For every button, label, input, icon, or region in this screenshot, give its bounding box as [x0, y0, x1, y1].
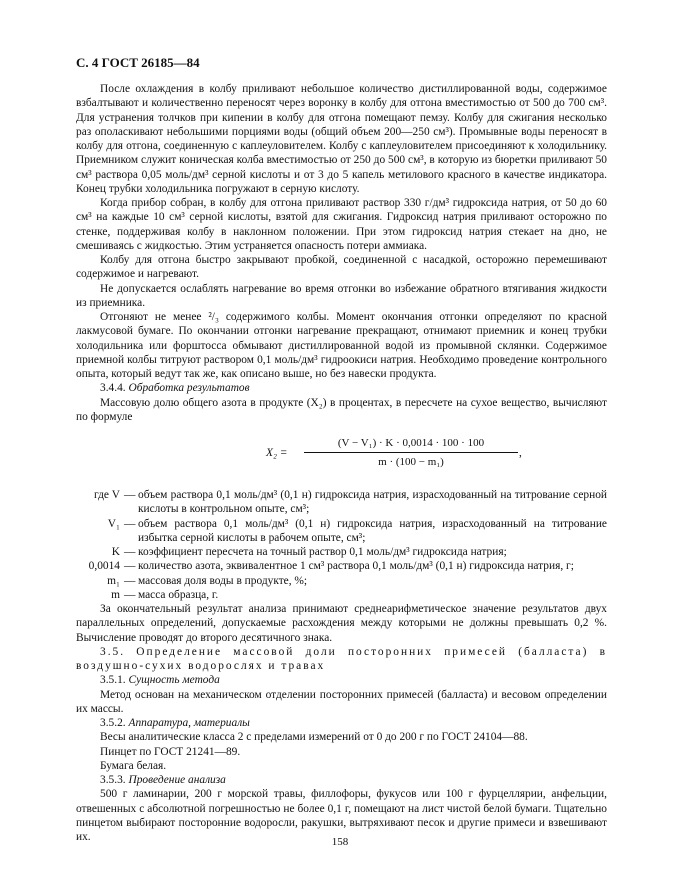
- paragraph: Весы аналитические класса 2 с пределами измерений от 0 до 200 г по ГОСТ 24104—88.: [100, 731, 528, 744]
- definition-dash: —: [124, 560, 136, 573]
- section-heading-3-5: 3.5. Определение массовой доли посторонних примесей (балласта) в воздушно-сухих водорослях и травах: [76, 645, 607, 672]
- formula-comma: ,: [519, 447, 522, 459]
- variable-definitions: [76, 488, 607, 602]
- definition-symbol: 0,0014: [88, 560, 120, 573]
- paragraph: Колбу для отгона быстро закрывают пробкой, соединенной с насадкой, осторожно перемешивают содержимое и нагревают.: [76, 254, 607, 281]
- definition-row: [76, 574, 607, 588]
- paragraph: Пинцет по ГОСТ 21241—89.: [100, 745, 241, 758]
- definition-symbol: K: [111, 546, 120, 558]
- section-title: Обработка результатов: [128, 382, 250, 395]
- section-title: Проведение анализа: [128, 774, 226, 786]
- section-heading-3-5-1: [76, 673, 607, 687]
- paragraph: Бумага белая.: [100, 759, 167, 772]
- definition-row: [76, 488, 607, 517]
- definition-symbol: где V: [93, 489, 120, 501]
- definition-row: [76, 517, 607, 546]
- definition-text: коэффициент пересчета на точный раствор 0,1 моль/дм³ гидроксида натрия;: [138, 546, 507, 558]
- formula: [76, 426, 607, 486]
- paragraph: Метод основан на механическом отделении посторонних примесей (балласта) и весовом определении их массы.: [76, 688, 607, 715]
- formula-numerator: (V − V₁) · K · 0,0014 · 100 · 100: [337, 437, 485, 449]
- paragraph: После охлаждения в колбу приливают небольшое количество дистиллированной воды, содержимое взбалтывают и количественно переносят через воронку в колбу для отгона вместимостью от 500 до 700 см³. Для устранения толчков при кипении в колбу для отгона помещают пемзу. Колбу для сжигания несколько раз ополаскивают небольшими порциями воды (общий объем 200—250 см³). Промывные воды переносят в колбу для отгона, соединенную с каплеуловителем. Колбу с каплеуловителем присоединяют к холодильнику. Приемником служит коническая колба вместимостью от 250 до 500 см³, в которую из бюретки приливают 50 см³ раствора 0,05 моль/дм³ серной кислоты и от 3 до 5 капель метилового красного в качестве индикатора. Конец трубки холодильника погружают в серную кислоту.: [76, 83, 607, 195]
- paragraph: Когда прибор собран, в колбу для отгона приливают раствор 330 г/дм³ гидроксида натрия, от 50 до 60 см³ на каждые 10 см³ серной кислоты, взятой для сжигания. Гидроксид натрия приливают осторожно по стенке, поддерживая колбу в наклонном положении. При этом гидроксид натрия стекает на дно, не смешиваясь с жидкостью. Этим устраняется опасность потери аммиака.: [76, 197, 607, 252]
- definition-text: объем раствора 0,1 моль/дм³ (0,1 н) гидроксида натрия, израсходованный на титрование избытка серной кислоты в рабочем опыте, см³;: [138, 517, 607, 544]
- paragraph: За окончательный результат анализа принимают среднеарифметическое значение результатов двух параллельных определений, допускаемые расхождения между которыми не должны превышать 0,2 %. Вычисление проводят до второго десятичного знака.: [76, 603, 607, 644]
- definition-text: количество азота, эквивалентное 1 см³ раствора 0,1 моль/дм³ (0,1 н) гидроксида натрия, г;: [138, 560, 574, 573]
- definition-text: массовая доля воды в продукте, %;: [138, 574, 308, 587]
- definition-dash: —: [124, 546, 136, 558]
- section-number: 3.5.3.: [100, 774, 126, 786]
- formula-lhs: X₂ =: [266, 447, 288, 459]
- section-title: Сущность метода: [128, 674, 220, 687]
- section-number: 3.5.2.: [100, 717, 126, 729]
- definition-row: [76, 559, 607, 573]
- paragraph: Не допускается ослаблять нагревание во время отгонки во избежание обратного втягивания жидкости из приемника.: [76, 282, 607, 309]
- definition-row: [76, 545, 607, 559]
- section-number: 3.4.4.: [100, 382, 126, 395]
- definition-dash: —: [124, 588, 136, 601]
- definition-symbol: V₁: [107, 517, 120, 530]
- section-heading-3-5-2: [76, 716, 607, 730]
- page-number: 158: [331, 836, 349, 848]
- definition-dash: —: [124, 517, 136, 530]
- section-heading-3-4-4: [76, 381, 607, 395]
- section-number: 3.5.1.: [100, 674, 126, 687]
- definition-dash: —: [124, 574, 136, 587]
- fraction-bar: [304, 452, 518, 453]
- page-header: С. 4 ГОСТ 26185—84: [76, 55, 200, 70]
- definition-symbol: m: [111, 588, 120, 601]
- definition-dash: —: [124, 489, 136, 501]
- paragraph: Массовую долю общего азота в продукте (X₂) в процентах, в пересчете на сухое вещество, вычисляют по формуле: [76, 396, 607, 423]
- definition-symbol: m₁: [107, 574, 120, 587]
- document-body: [76, 82, 607, 844]
- section-title: Аппаратура, материалы: [128, 717, 250, 729]
- paragraph: 500 г ламинарии, 200 г морской травы, филлофоры, фукусов или 100 г фурцеллярии, анфельции, отвешенных с абсолютной погрешностью не более 0,1 г, помещают на лист чистой белой бумаги. Тщательно пинцетом выбирают посторонние водоросли, ракушки, вытряхивают песок и другие примеси и взвешивают их.: [76, 788, 607, 843]
- definition-text: масса образца, г.: [138, 588, 219, 601]
- paragraph: Отгоняют не менее ²/₃ содержимого колбы. Момент окончания отгонки определяют по красной лакмусовой бумаге. По окончании отгонки нагревание прекращают, отнимают приемник и конец трубки холодильника или форштосса обмывают дистиллированной водой из промывной склянки. Содержимое приемной колбы титруют раствором 0,1 моль/дм³ гидроокиси натрия. Необходимо проведение контрольного опыта, который ведут так же, как описано выше, но без навески продукта.: [76, 311, 607, 380]
- definition-row: [76, 588, 607, 602]
- section-heading-3-5-3: [76, 773, 607, 787]
- definition-text: объем раствора 0,1 моль/дм³ (0,1 н) гидроксида натрия, израсходованный на титрование серной кислоты в контрольном опыте, см³;: [138, 489, 607, 516]
- formula-denominator: m · (100 − m₁): [378, 456, 444, 468]
